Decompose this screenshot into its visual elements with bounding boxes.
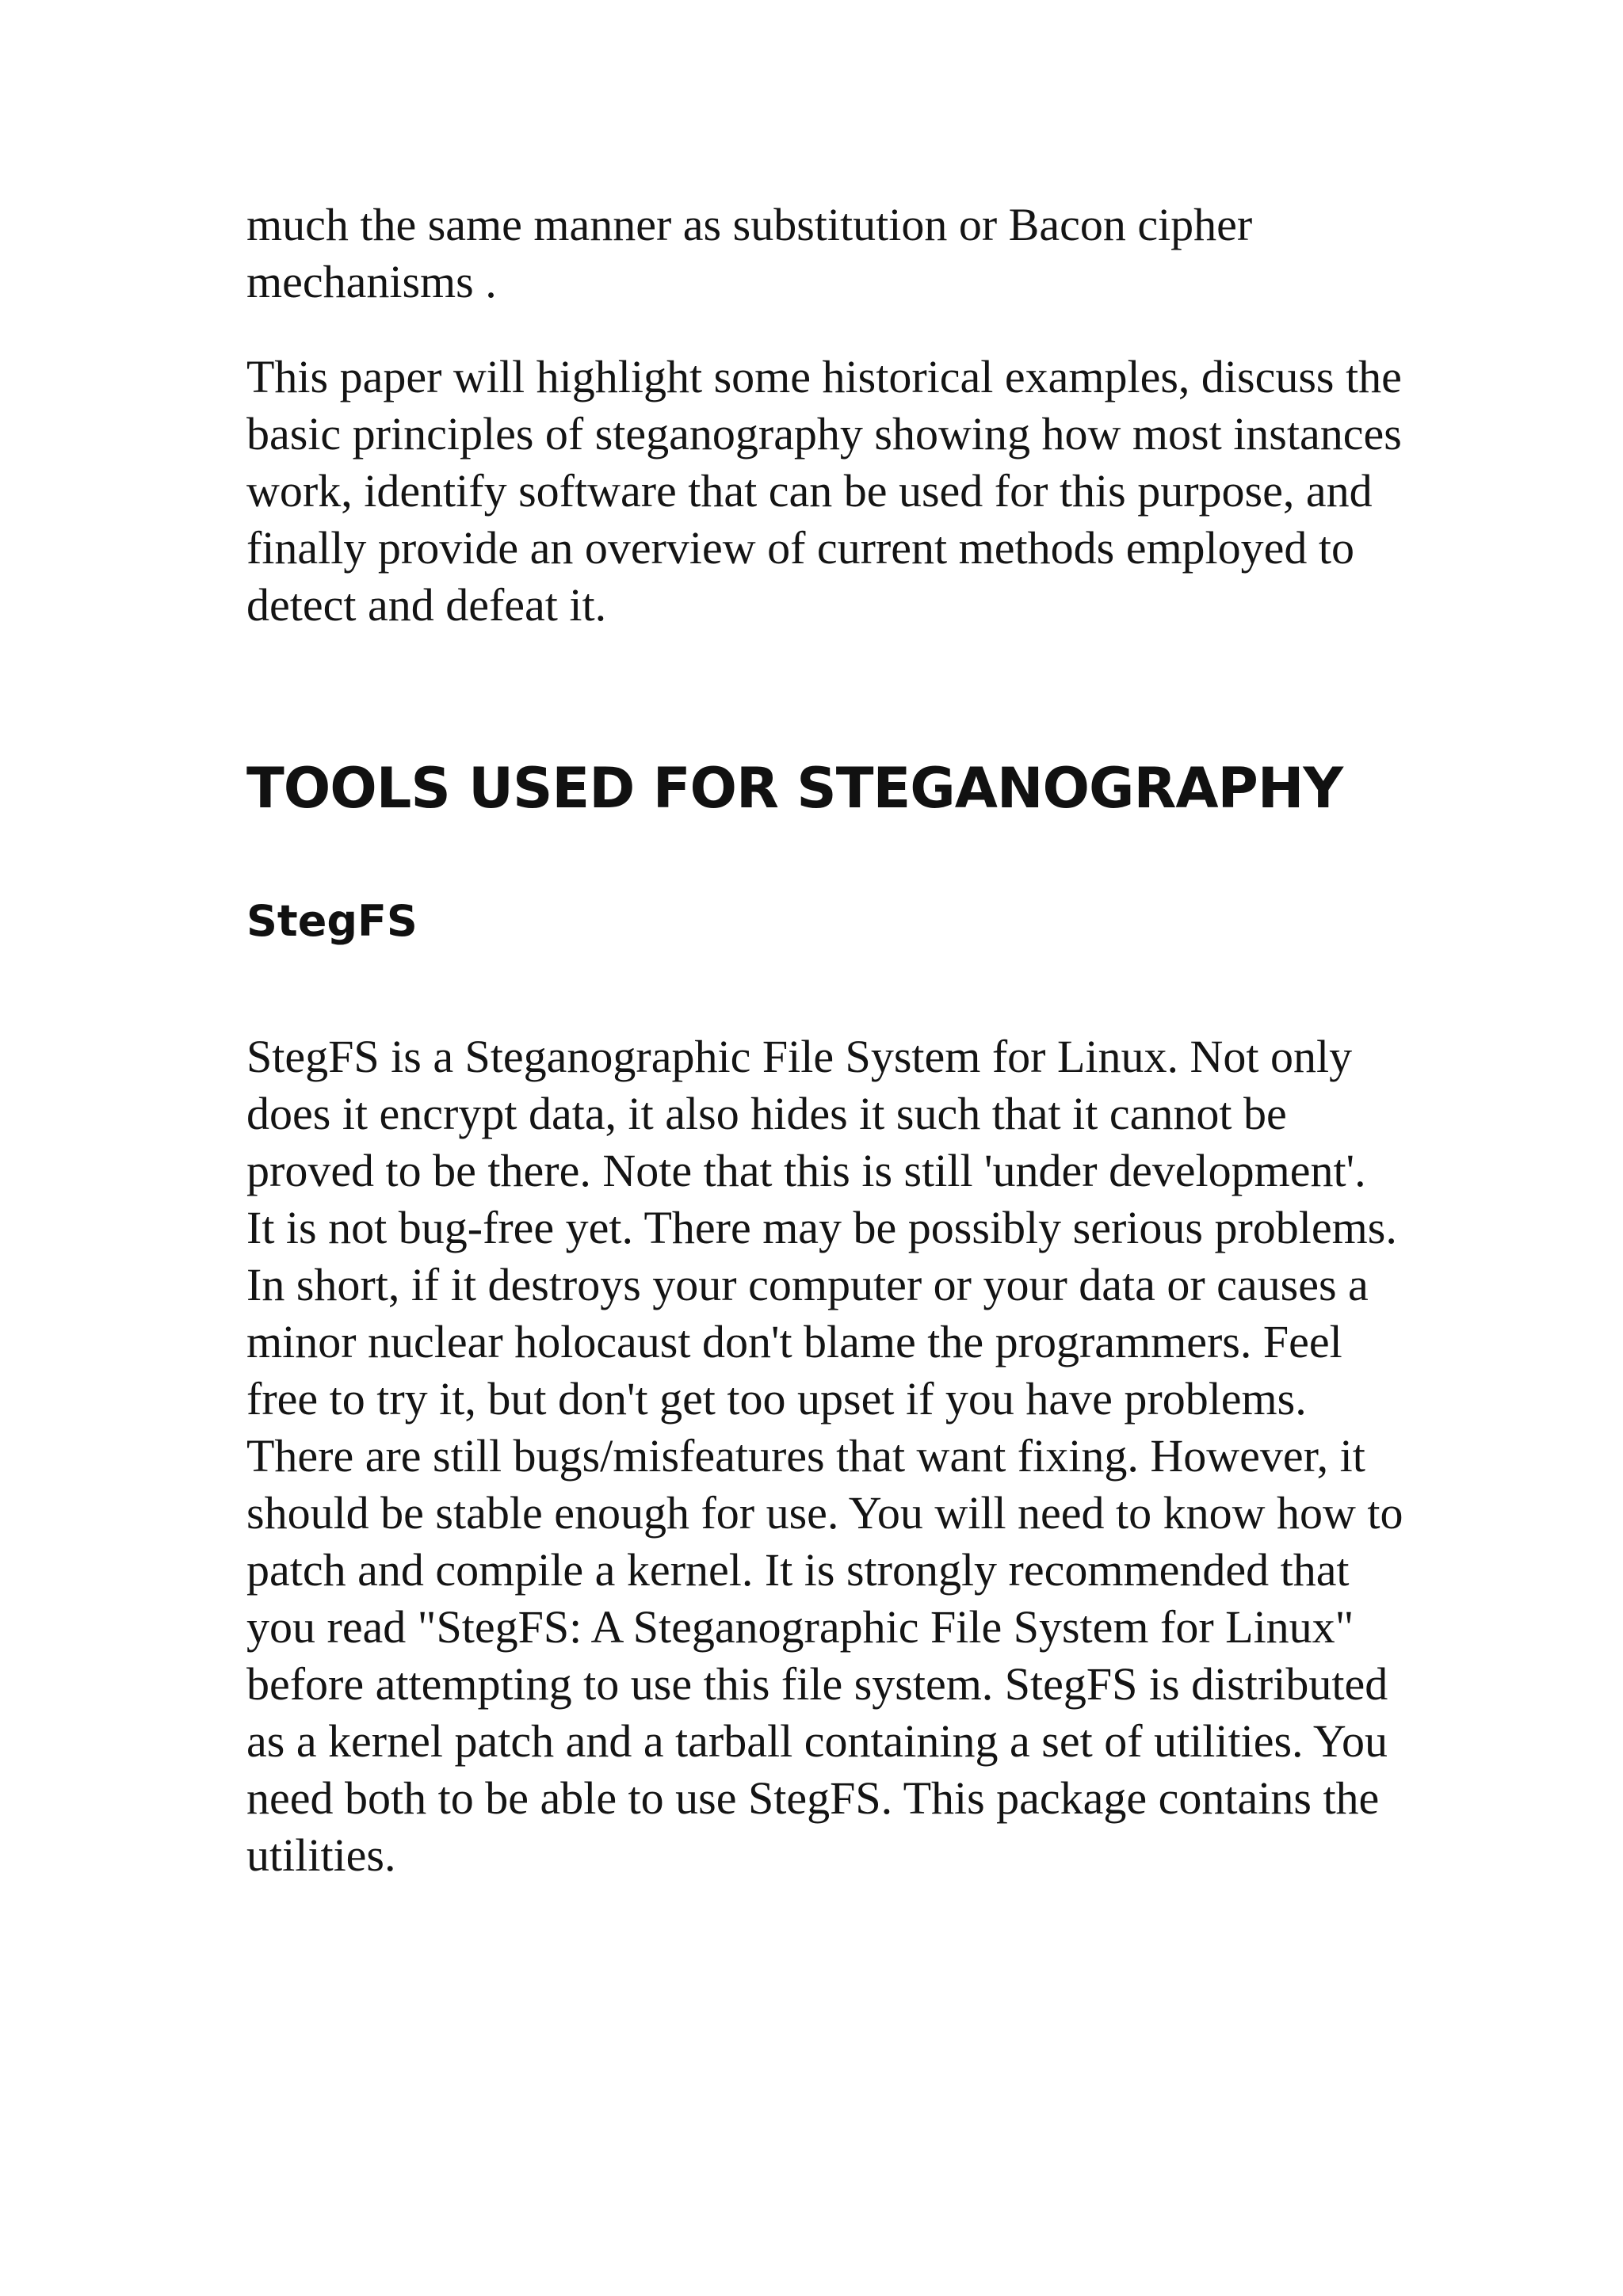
paragraph-paper-overview: This paper will highlight some historical examples, discuss the basic principles of steganography showing how most instances work, identify software that can be used for this purpose, and finally provide an overview of current methods employed to detect and defeat it. <box>246 351 1402 631</box>
paragraph-stegfs-description: StegFS is a Steganographic File System for Linux. Not only does it encrypt data, it also hides it such that it cannot be proved to be there. Note that this is still 'under development'. It is not bug-free yet. There may be possibly serious problems. In short, if it destroys your computer or your data or causes a minor nuclear holocaust don't blame the programmers. Feel free to try it, but don't get too upset if you have problems. There are still bugs/misfeatures that want fixing. However, it should be stable enough for use. You will need to know how to patch and compile a kernel. It is strongly recommended that you read "StegFS: A Steganographic File System for Linux" before attempting to use this file system. StegFS is distributed as a kernel patch and a tarball containing a set of utilities. You need both to be able to use StegFS. This package contains the utilities. <box>246 1031 1403 1881</box>
subsection-heading-stegfs: StegFS <box>246 896 418 946</box>
paragraph-intro-continuation: much the same manner as substitution or Bacon cipher mechanisms . <box>246 199 1253 307</box>
page-content <box>246 196 1403 1884</box>
section-heading-tools: TOOLS USED FOR STEGANOGRAPHY <box>246 756 1343 821</box>
